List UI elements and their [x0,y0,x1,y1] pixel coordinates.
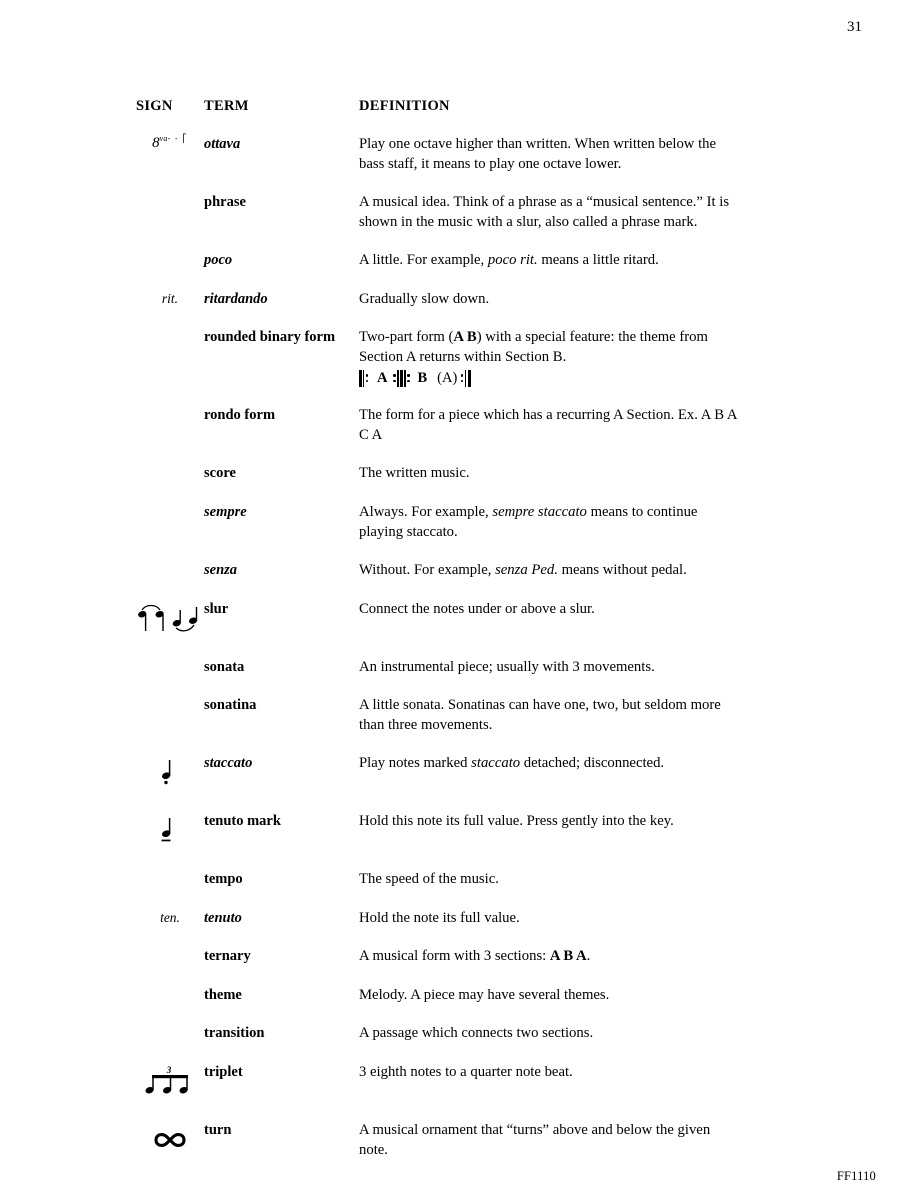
definition-segment: A musical form with 3 sections: [359,948,550,965]
glossary-row [136,560,846,581]
page-number: 31 [847,19,862,35]
glossary-row [136,463,846,484]
definition-cell: A little sonata. Sonatinas can have one, two, but seldom more than three movements. [359,697,721,733]
term-cell: rondo form [204,407,276,424]
sign-cell [136,405,204,423]
column-header-term: TERM [204,98,249,114]
term-cell: poco [204,252,233,269]
glossary-row [136,134,846,174]
term-cell: transition [204,1025,265,1042]
glossary-row [136,657,846,678]
sign-cell [136,463,204,481]
term-cell: tenuto [204,909,242,926]
term-cell: phrase [204,194,246,211]
term-cell: slur [204,600,229,617]
sign-cell [136,250,204,268]
glossary-rows [136,134,846,1160]
definition-cell [359,250,737,271]
column-header-sign: SIGN [136,98,173,114]
definition-cell: Connect the notes under or above a slur. [359,600,595,617]
term-cell: sonatina [204,697,257,714]
glossary-row [136,502,846,542]
definition-cell: Melody. A piece may have several themes. [359,986,610,1003]
glossary-row [136,405,846,445]
sign-cell [136,869,204,887]
sign-cell [136,1120,204,1160]
glossary-row [136,908,846,929]
glossary-row [136,946,846,967]
definition-segment: poco rit. [487,252,538,269]
glossary-row [136,753,846,793]
footer-code: FF1110 [836,1169,876,1183]
sign-cell [136,985,204,1003]
definition-segment: means a little ritard. [537,252,659,269]
definition-cell [359,502,737,542]
glossary-row [136,811,846,851]
term-cell: ottava [204,136,241,152]
glossary-row [136,289,846,310]
repeat-barline-icon [393,370,411,387]
sign-abbreviation: ten. [160,909,180,925]
sign-cell [136,1062,204,1102]
sign-cell [136,289,204,307]
column-header-definition: DEFINITION [359,98,450,114]
sign-cell [136,946,204,964]
section-label-b: B [417,369,428,386]
sign-cell [136,753,204,793]
term-cell: tempo [204,871,243,888]
repeat-structure-diagram [359,369,737,387]
glossary-row [136,327,846,387]
glossary-row [136,695,846,735]
repeat-barline-icon [359,370,371,387]
definition-cell: Hold the note its full value. [359,909,520,926]
sign-abbreviation: rit. [161,290,179,306]
definition-segment: sempre staccato [492,504,587,521]
sign-cell [136,599,204,639]
term-cell: ritardando [204,290,268,307]
definition-segment: staccato [471,755,521,772]
term-cell: sonata [204,658,245,675]
term-cell: theme [204,986,242,1003]
sign-cell [136,502,204,520]
glossary-row [136,599,846,639]
term-cell: score [204,465,236,482]
section-label-a: A [377,369,388,386]
sign-cell [136,192,204,210]
definition-segment: senza Ped. [495,562,558,579]
sign-cell [136,327,204,345]
sign-cell [136,560,204,578]
glossary-row [136,1023,846,1044]
definition-segment: Play notes marked [359,755,472,772]
definition-segment: Without. For example, [359,562,496,579]
definition-cell: An instrumental piece; usually with 3 movements. [359,658,655,675]
definition-cell: A passage which connects two sections. [359,1025,594,1042]
glossary-row [136,192,846,232]
definition-cell: Hold this note its full value. Press gently into the key. [359,813,674,830]
glossary-table [136,98,846,1178]
staccato-note-icon [136,777,204,792]
definition-cell: The written music. [359,465,470,482]
svg-text:3: 3 [166,1065,172,1076]
definition-cell [359,560,737,581]
term-cell: turn [204,1122,232,1139]
definition-segment: . [586,948,591,965]
ottava-icon: $8^{va- - ⎡}$ [152,134,188,151]
definition-cell [359,753,737,774]
definition-segment: Two-part form ( [359,329,454,346]
sign-cell [136,1023,204,1041]
definition-segment: A B [453,329,477,346]
term-cell: ternary [204,948,251,965]
definition-cell: A musical idea. Think of a phrase as a “musical sentence.” It is shown in the music with a slur, also called a phrase mark. [359,194,730,230]
definition-cell: The form for a piece which has a recurring A Section. Ex. A B A C A [359,407,737,443]
term-cell: senza [204,562,238,579]
term-cell: rounded binary form [204,329,336,346]
term-cell: sempre [204,504,247,521]
definition-cell [359,946,737,967]
sign-cell [136,811,204,851]
glossary-row [136,869,846,890]
definition-cell: Gradually slow down. [359,290,490,307]
glossary-row [136,1062,846,1102]
table-header-row [136,98,846,115]
term-cell: triplet [204,1064,243,1081]
definition-cell [359,327,737,387]
sign-cell [136,657,204,675]
definition-cell: Play one octave higher than written. When written below the bass staff, it means to play one octave lower. [359,136,717,172]
definition-segment: Always. For example, [359,504,493,521]
term-cell: staccato [204,755,253,772]
glossary-row [136,1120,846,1160]
definition-cell: A musical ornament that “turns” above and below the given note. [359,1122,711,1158]
turn-icon [136,1144,204,1159]
definition-cell: The speed of the music. [359,871,499,888]
repeat-barline-icon [461,370,473,387]
definition-segment: ) with a special feature: the theme from Section A returns within Section B. [359,329,708,365]
sign-cell [136,695,204,713]
sign-cell [136,134,204,154]
definition-segment: means without pedal. [557,562,687,579]
definition-segment: A B A [549,948,587,965]
term-cell: tenuto mark [204,813,281,830]
slur-icon [136,623,204,638]
tenuto-note-icon [136,835,204,850]
definition-cell: 3 eighth notes to a quarter note beat. [359,1064,573,1081]
definition-segment: detached; disconnected. [520,755,665,772]
triplet-icon [136,1065,204,1101]
definition-segment: A little. For example, [359,252,488,269]
definition-segment: means to continue playing staccato. [359,504,698,540]
glossary-row [136,250,846,271]
glossary-row [136,985,846,1006]
sign-cell [136,908,204,926]
section-label-a-return: (A) [437,369,458,386]
